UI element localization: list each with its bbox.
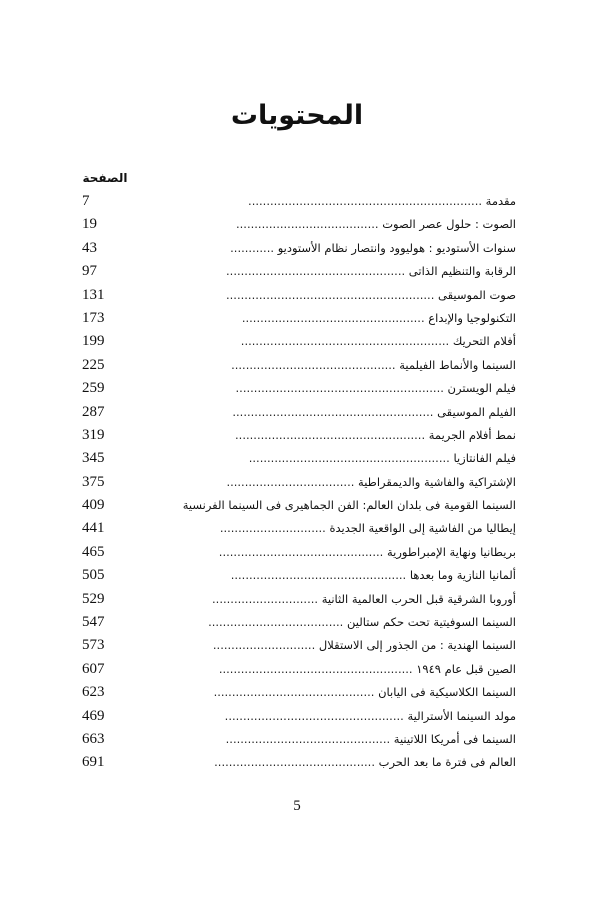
toc-entry	[136, 214, 516, 234]
toc-entry	[136, 355, 516, 375]
toc-page-number: 173	[82, 309, 105, 326]
toc-entry	[136, 612, 516, 632]
toc-row	[0, 214, 594, 237]
toc-leader-dots: ............................................	[214, 755, 375, 770]
toc-row	[0, 729, 594, 752]
toc-entry-title: التكنولوجيا والإبداع	[428, 310, 516, 325]
toc-row	[0, 495, 594, 518]
toc-page-number: 43	[82, 239, 97, 256]
toc-entry	[136, 378, 516, 398]
toc-leader-dots: ................................................	[230, 568, 407, 583]
toc-entry-title: السينما القومية فى بلدان العالم: الفن الجماهيرى فى السينما الفرنسية	[182, 498, 516, 513]
toc-row	[0, 308, 594, 331]
toc-entry	[136, 659, 516, 679]
toc-page-number: 199	[82, 333, 105, 350]
toc-page-number: 409	[82, 497, 105, 514]
toc-leader-dots: .............................................	[231, 357, 396, 372]
toc-entry	[136, 285, 516, 305]
toc-entry-title: مولد السينما الأسترالية	[407, 708, 516, 723]
toc-entry	[136, 331, 516, 351]
toc-entry	[136, 308, 516, 328]
toc-page-number: 505	[82, 567, 105, 584]
toc-entry	[136, 635, 516, 655]
toc-entry-title: الإشتراكية والفاشية والديمقراطية	[358, 474, 516, 489]
toc-entry	[136, 589, 516, 609]
toc-entry-title: أوروبا الشرقية قبل الحرب العالمية الثانية	[321, 591, 516, 606]
toc-leader-dots: ............	[230, 240, 275, 255]
toc-entry-title: بريطانيا ونهاية الإمبراطورية	[386, 544, 516, 559]
toc-entry	[136, 565, 516, 585]
toc-page-number: 623	[82, 684, 105, 701]
toc-leader-dots: .......................................	[235, 217, 379, 232]
toc-entry	[136, 448, 516, 468]
toc-page-number: 19	[82, 216, 97, 233]
toc-row	[0, 682, 594, 705]
toc-row	[0, 612, 594, 635]
toc-page-number: 97	[82, 263, 97, 280]
toc-page-number: 469	[82, 707, 105, 724]
toc-entry-title: السينما فى أمريكا اللاتينية	[393, 731, 516, 746]
toc-leader-dots: ...................................	[226, 474, 355, 489]
toc-page-number: 547	[82, 614, 105, 631]
toc-leader-dots: .......................................................	[248, 451, 450, 466]
toc-row	[0, 378, 594, 401]
toc-leader-dots: .........................................................	[235, 381, 444, 396]
toc-leader-dots: .............................	[212, 591, 319, 606]
toc-entry	[136, 752, 516, 772]
toc-row	[0, 285, 594, 308]
toc-row	[0, 635, 594, 658]
toc-row	[0, 448, 594, 471]
toc-leader-dots: .................................................	[224, 708, 404, 723]
toc-row	[0, 355, 594, 378]
toc-entry	[136, 729, 516, 749]
toc-leader-dots: .............................................	[225, 731, 391, 746]
toc-entry-title: صوت الموسيقى	[438, 287, 516, 302]
table-of-contents	[0, 191, 594, 776]
toc-page-number: 375	[82, 473, 105, 490]
toc-page-number: 691	[82, 754, 105, 771]
toc-row	[0, 402, 594, 425]
toc-entry-title: فيلم الويسترن	[447, 381, 516, 396]
toc-entry	[136, 706, 516, 726]
toc-row	[0, 542, 594, 565]
toc-entry	[136, 682, 516, 702]
toc-leader-dots: ..................................................	[241, 310, 425, 325]
toc-entry-title: نمط أفلام الجريمة	[428, 427, 516, 442]
toc-leader-dots: .......................................................	[232, 404, 434, 419]
toc-page-number: 287	[82, 403, 105, 420]
toc-entry-title: الصوت : حلول عصر الصوت	[382, 217, 516, 232]
toc-page-number: 529	[82, 590, 105, 607]
toc-row	[0, 261, 594, 284]
toc-page-number: 441	[82, 520, 105, 537]
page-number-footer: 5	[293, 798, 301, 814]
toc-entry-title: الرقابة والتنظيم الذاتى	[408, 264, 516, 279]
toc-page-number: 131	[82, 286, 105, 303]
toc-entry	[136, 261, 516, 281]
toc-leader-dots: ............................................	[213, 685, 375, 700]
toc-page-number: 345	[82, 450, 105, 467]
toc-entry-title: فيلم الفانتازيا	[453, 451, 516, 466]
toc-entry	[136, 238, 516, 258]
toc-row	[0, 752, 594, 775]
toc-entry	[136, 495, 516, 515]
toc-leader-dots: .........................................................	[240, 334, 450, 349]
toc-page-number: 663	[82, 730, 105, 747]
toc-entry-title: العالم فى فترة ما بعد الحرب	[378, 755, 516, 770]
toc-leader-dots: ................................................................	[248, 194, 482, 208]
toc-row	[0, 518, 594, 541]
toc-row	[0, 565, 594, 588]
toc-row	[0, 238, 594, 261]
page-column-header: الصفحة	[82, 171, 128, 185]
toc-leader-dots: .................................................	[226, 264, 406, 279]
toc-page-number: 319	[82, 426, 105, 443]
toc-entry	[136, 472, 516, 492]
toc-entry	[136, 402, 516, 422]
toc-page-number: 573	[82, 637, 105, 654]
toc-entry-title: السينما الكلاسيكية فى اليابان	[378, 685, 516, 700]
toc-entry-title: ألمانيا النازية وما بعدها	[409, 568, 516, 583]
toc-row	[0, 659, 594, 682]
toc-entry-title: السينما السوفيتية تحت حكم ستالين	[346, 615, 516, 630]
toc-leader-dots: .............................	[219, 521, 326, 536]
toc-page-number: 465	[82, 543, 105, 560]
toc-entry-title: الصين قبل عام ١٩٤٩	[416, 661, 516, 676]
toc-row	[0, 331, 594, 354]
toc-entry	[136, 191, 516, 211]
toc-page-number: 259	[82, 380, 105, 397]
toc-entry-title: السينما الهندية : من الجذور إلى الاستقلال	[318, 638, 516, 653]
toc-entry	[136, 542, 516, 562]
toc-leader-dots: .....................................................	[218, 661, 413, 676]
toc-leader-dots: .....................................	[208, 615, 344, 630]
toc-leader-dots: .........................................................	[225, 287, 435, 302]
toc-entry-title: مقدمة	[485, 194, 516, 208]
toc-entry-title: سنوات الأستوديو : هوليوود وانتصار نظام الأستوديو	[277, 240, 516, 255]
toc-row	[0, 706, 594, 729]
toc-entry	[136, 425, 516, 445]
toc-page-number: 607	[82, 660, 105, 677]
toc-row	[0, 472, 594, 495]
toc-page-number: 7	[82, 193, 90, 209]
toc-entry-title: السينما والأنماط الفيلمية	[399, 357, 516, 372]
toc-entry-title: أفلام التحريك	[452, 334, 516, 349]
toc-leader-dots: ............................	[212, 638, 316, 653]
toc-row	[0, 425, 594, 448]
page-title: المحتويات	[230, 100, 364, 131]
toc-page-number: 225	[82, 356, 105, 373]
toc-leader-dots: .............................................	[218, 544, 384, 559]
toc-entry-title: إيطاليا من الفاشية إلى الواقعية الجديدة	[329, 521, 516, 536]
toc-entry	[136, 518, 516, 538]
toc-entry-title: الفيلم الموسيقى	[437, 404, 516, 419]
toc-row	[0, 589, 594, 612]
toc-row	[0, 191, 594, 214]
toc-leader-dots: ....................................................	[235, 427, 426, 442]
